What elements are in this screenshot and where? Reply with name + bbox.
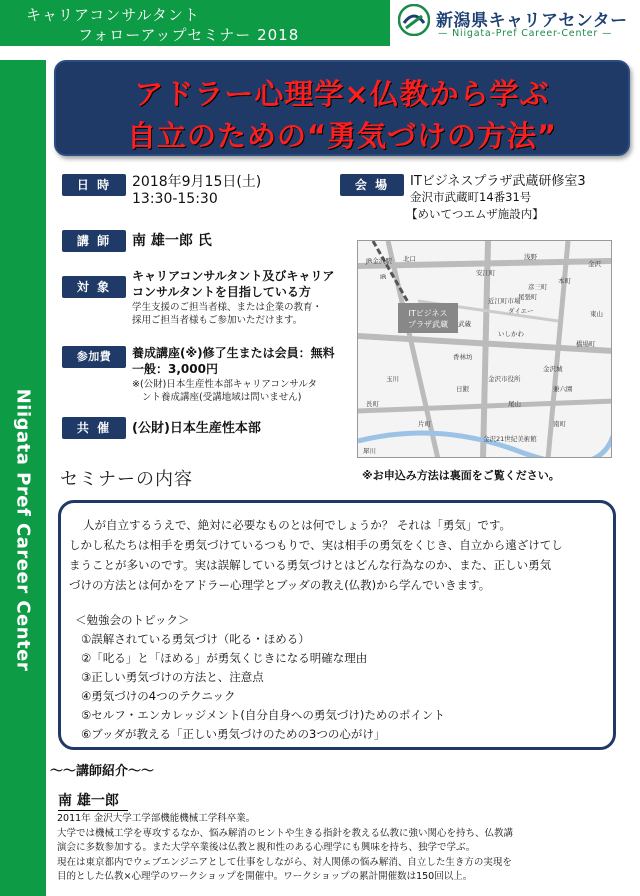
venue-label: 会 場 xyxy=(340,174,404,196)
map-label: 東山 xyxy=(590,310,603,318)
header-line2: フォローアップセミナー 2018 xyxy=(78,26,300,44)
header-line1: キャリアコンサルタント xyxy=(26,6,200,24)
venue-note: 【めいてつエムザ施設内】 xyxy=(406,207,544,221)
topics-title: ＜勉強会のトピック＞ xyxy=(75,613,190,627)
bio-line: 演会に多数参加する。また大学卒業後は仏教と親和性のある心理学にも興味を持ち、独学で学ぶ。 xyxy=(57,842,476,853)
lecturer-name-underline xyxy=(58,810,128,811)
map-label: 金沢城 xyxy=(543,365,563,373)
paragraph-line: 人が自立するうえで、絶対に必要なものとは何でしょうか？ それは「勇気」です。 xyxy=(83,518,512,532)
map-label: JR金沢駅 xyxy=(366,257,392,265)
lecturer-name-info: 南 雄一郎 氏 xyxy=(132,233,212,249)
map-label: 片町 xyxy=(418,420,431,428)
map-highlight-line1: ITビジネス xyxy=(408,309,448,318)
side-label: Niigata Pref Career Center xyxy=(12,388,34,672)
event-date: 2018年9月15日(土) xyxy=(132,174,262,190)
fee-label: 参加費 xyxy=(62,346,126,368)
map-highlight-line2: プラザ武蔵 xyxy=(408,320,448,329)
target-label: 対 象 xyxy=(62,276,126,298)
topic-item: ②「叱る」と「ほめる」が勇気くじきになる明確な理由 xyxy=(81,651,368,665)
lecturer-label: 講 師 xyxy=(62,230,126,252)
bio-line: 目的とした仏教×心理学のワークショップを開催中。ワークショップの累計開催数は150回以上。 xyxy=(57,871,473,882)
map-label: 金沢 xyxy=(588,260,601,268)
fee-line1: 養成講座(※)修了生または会員：無料 xyxy=(132,346,335,360)
career-center-logo-icon xyxy=(398,4,430,36)
title-line2: 自立のための“勇気づけの方法” xyxy=(126,119,558,153)
seminar-paragraph xyxy=(69,515,609,595)
bio-line: 現在は東京都内でウェブエンジニアとして仕事をしながら、対人関係の悩み解消、自立した生き方の実現を xyxy=(57,856,512,868)
map-label: 香林坊 xyxy=(453,353,473,361)
venue-name: ITビジネスプラザ武蔵研修室3 xyxy=(410,174,586,189)
map-label: 犀川 xyxy=(363,447,376,455)
host-label: 共 催 xyxy=(62,417,126,439)
map-label: 尾山 xyxy=(508,400,521,408)
map-label: 本町 xyxy=(558,277,571,285)
paragraph-line: まうことが多いのです。実は誤解している勇気づけとはどんな行為なのか、また、正しい勇気 xyxy=(69,558,552,572)
map-label: 尾張町 xyxy=(518,293,538,301)
map-label: 日銀 xyxy=(456,385,469,393)
logo-name: 新潟県キャリアセンター xyxy=(436,11,628,31)
paragraph-line: しかし私たちは相手を勇気づけているつもりで、実は相手の勇気をくじき、自立から遠ざけてし xyxy=(69,538,563,552)
venue-address: 金沢市武蔵町14番31号 xyxy=(410,190,532,204)
map-label: 浅野 xyxy=(524,253,537,261)
venue-map xyxy=(357,240,612,458)
map-label: 近江町市場 xyxy=(488,297,521,305)
title-line1: アドラー心理学×仏教から学ぶ xyxy=(134,77,550,111)
fee-note1: ※(公財)日本生産性本部キャリアコンサルタ xyxy=(132,379,318,390)
event-time: 13:30-15:30 xyxy=(132,191,218,207)
topic-item: ⑥ブッダが教える「正しい勇気づけのための3つの心がけ」 xyxy=(81,727,386,741)
target-note2: 採用ご担当者様もご参加いただけます。 xyxy=(132,315,303,326)
date-label: 日 時 xyxy=(62,174,126,196)
map-label: 金沢市役所 xyxy=(488,375,521,383)
map-label: 兼六園 xyxy=(553,385,573,393)
seminar-content-box xyxy=(58,500,616,750)
map-label: 安江町 xyxy=(476,269,496,277)
career-center-logo xyxy=(398,4,638,46)
topics-list xyxy=(75,611,445,744)
side-band xyxy=(0,60,46,896)
title-banner xyxy=(54,60,630,156)
target-line2: コンサルタントを目指している方 xyxy=(132,285,311,299)
target-line1: キャリアコンサルタント及びキャリア xyxy=(132,269,335,283)
bio-line: 大学では機械工学を専攻するなか、悩み解消のヒントや生きる指針を教える仏教に強い関心を持ち、仏教講 xyxy=(57,827,514,839)
lecturer-bio xyxy=(57,812,513,885)
logo-subtitle: — Niigata-Pref Career-Center — xyxy=(438,28,613,39)
map-graphic xyxy=(358,241,612,458)
lecturer-profile-name: 南 雄一郎 xyxy=(58,793,119,809)
fee-line2: 一般：3,000円 xyxy=(132,362,218,376)
map-label: 北口 xyxy=(403,255,416,263)
fee-note2: ント養成講座(受講地域は問いません) xyxy=(142,392,302,403)
topic-item: ①誤解されている勇気づけ（叱る・ほめる） xyxy=(81,632,310,646)
map-label: 彦三町 xyxy=(528,283,548,291)
map-label: 南町 xyxy=(553,420,566,428)
lecturer-profile-heading: ～～講師紹介～～ xyxy=(50,764,155,779)
map-label: 金沢21世紀美術館 xyxy=(483,435,537,443)
topic-item: ④勇気づけの4つのテクニック xyxy=(81,689,236,703)
map-label: 長町 xyxy=(366,400,379,408)
seminar-section-title: セミナーの内容 xyxy=(60,469,193,490)
host-name: (公財)日本生産性本部 xyxy=(132,421,261,436)
map-label: 玉川 xyxy=(386,375,399,383)
target-note1: 学生支援のご担当者様、または企業の教育・ xyxy=(132,302,323,313)
map-label: IR xyxy=(380,273,387,281)
application-note: ※お申込み方法は裏面をご覧ください。 xyxy=(362,469,560,482)
map-label: ダイエー xyxy=(508,307,534,315)
bio-line: 2011年 金沢大学工学部機能機械工学科卒業。 xyxy=(57,813,256,824)
map-label: いしかわ xyxy=(498,330,524,338)
topic-item: ⑤セルフ・エンカレッジメント(自分自身への勇気づけ)ためのポイント xyxy=(81,708,445,722)
paragraph-line: づけの方法とは何かをアドラー心理学とブッダの教え(仏教)から学んでいきます。 xyxy=(69,578,491,592)
header-band xyxy=(0,0,390,46)
map-label: 橋場町 xyxy=(576,340,596,348)
map-label: 武蔵 xyxy=(458,320,471,328)
topic-item: ③正しい勇気づけの方法と、注意点 xyxy=(81,670,264,684)
